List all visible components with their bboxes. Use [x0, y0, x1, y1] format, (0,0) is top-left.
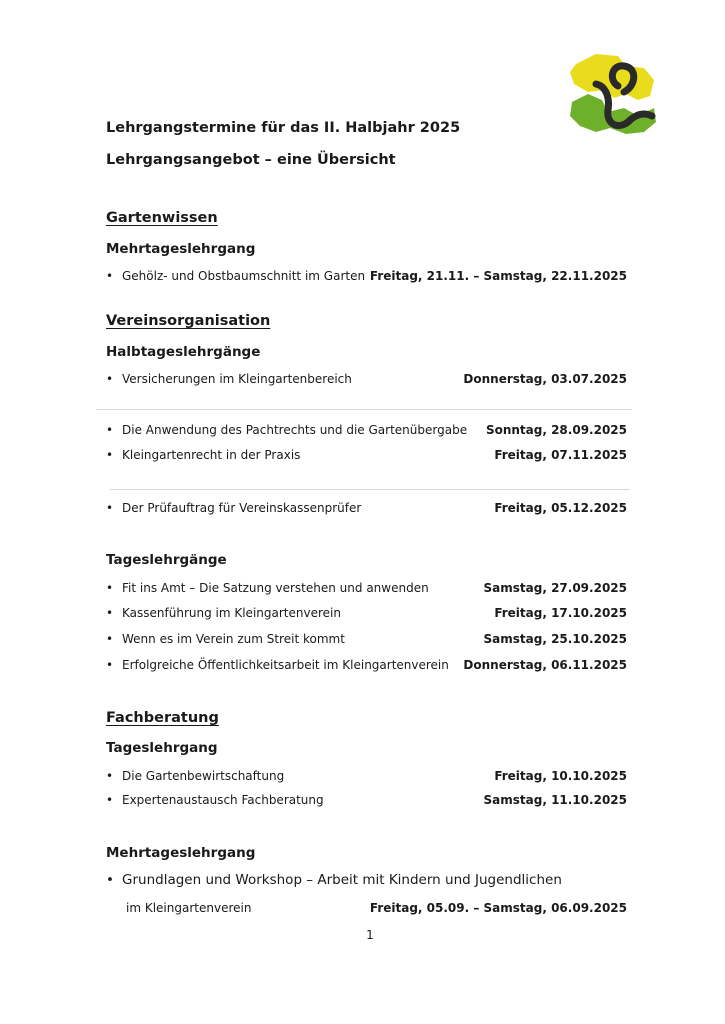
document-subtitle: Lehrgangsangebot – eine Übersicht: [106, 152, 396, 168]
association-logo: [566, 50, 658, 136]
list-item: [106, 370, 627, 388]
course-title: Der Prüfauftrag für Vereinskassenprüfer: [122, 501, 362, 515]
course-title: Gehölz- und Obstbaumschnitt im Garten: [122, 269, 366, 283]
bullet: •: [106, 581, 114, 595]
course-date: Sonntag, 28.09.2025: [485, 423, 627, 437]
bullet: •: [106, 632, 114, 646]
bullet: •: [106, 872, 114, 888]
document-title: Lehrgangstermine für das II. Halbjahr 2025: [106, 120, 461, 136]
list-item: [106, 446, 627, 464]
course-date: Samstag, 27.09.2025: [483, 581, 627, 595]
list-item: [106, 499, 627, 517]
scan-divider: [110, 489, 630, 490]
bullet: •: [106, 448, 114, 462]
course-date: Freitag, 05.09. – Samstag, 06.09.2025: [369, 901, 627, 915]
group-label: Halbtageslehrgänge: [106, 344, 261, 360]
list-item: [106, 267, 627, 285]
course-date: Freitag, 05.12.2025: [494, 501, 627, 515]
group-label: Mehrtageslehrgang: [106, 845, 256, 861]
course-date: Freitag, 07.11.2025: [494, 448, 627, 462]
bullet: •: [106, 269, 114, 283]
section-heading-gartenwissen: Gartenwissen: [106, 210, 218, 226]
course-date: Freitag, 10.10.2025: [494, 769, 627, 783]
bullet: •: [106, 658, 114, 672]
bullet: •: [106, 606, 114, 620]
bullet: •: [106, 372, 114, 386]
bullet: •: [106, 501, 114, 515]
course-title: Wenn es im Verein zum Streit kommt: [122, 632, 345, 646]
group-label: Tageslehrgänge: [106, 552, 227, 568]
list-item: [106, 791, 627, 809]
section-heading-vereinsorganisation: Vereinsorganisation: [106, 313, 271, 329]
bullet: •: [106, 769, 114, 783]
section-heading-fachberatung: Fachberatung: [106, 710, 219, 726]
course-title: Grundlagen und Workshop – Arbeit mit Kindern und Jugendlichen: [122, 872, 562, 888]
course-date: Samstag, 11.10.2025: [483, 793, 627, 807]
course-title-continuation: im Kleingartenverein: [126, 901, 252, 915]
course-title: Erfolgreiche Öffentlichkeitsarbeit im Kleingartenverein: [122, 658, 449, 672]
course-title: Versicherungen im Kleingartenbereich: [122, 372, 352, 386]
list-item: [106, 767, 627, 785]
course-title: Kassenführung im Kleingartenverein: [122, 606, 341, 620]
course-title: Fit ins Amt – Die Satzung verstehen und anwenden: [122, 581, 429, 595]
list-item: [106, 871, 627, 889]
course-date: Samstag, 25.10.2025: [483, 632, 627, 646]
scan-divider: [96, 409, 632, 410]
list-item: [106, 656, 627, 674]
course-title: Die Gartenbewirtschaftung: [122, 769, 285, 783]
list-item: [106, 421, 627, 439]
list-item: [106, 604, 627, 622]
group-label: Tageslehrgang: [106, 740, 218, 756]
course-title: Die Anwendung des Pachtrechts und die Gartenübergabe: [122, 423, 468, 437]
bullet: •: [106, 793, 114, 807]
list-item-continuation: [126, 899, 627, 917]
list-item: [106, 630, 627, 648]
bullet: •: [106, 423, 114, 437]
course-date: Freitag, 17.10.2025: [494, 606, 627, 620]
course-title: Expertenaustausch Fachberatung: [122, 793, 324, 807]
page-number: 1: [366, 928, 374, 942]
course-date: Donnerstag, 06.11.2025: [463, 658, 627, 672]
list-item: [106, 579, 627, 597]
course-title: Kleingartenrecht in der Praxis: [122, 448, 301, 462]
course-date: Donnerstag, 03.07.2025: [463, 372, 627, 386]
group-label: Mehrtageslehrgang: [106, 241, 256, 257]
course-date: Freitag, 21.11. – Samstag, 22.11.2025: [369, 269, 627, 283]
